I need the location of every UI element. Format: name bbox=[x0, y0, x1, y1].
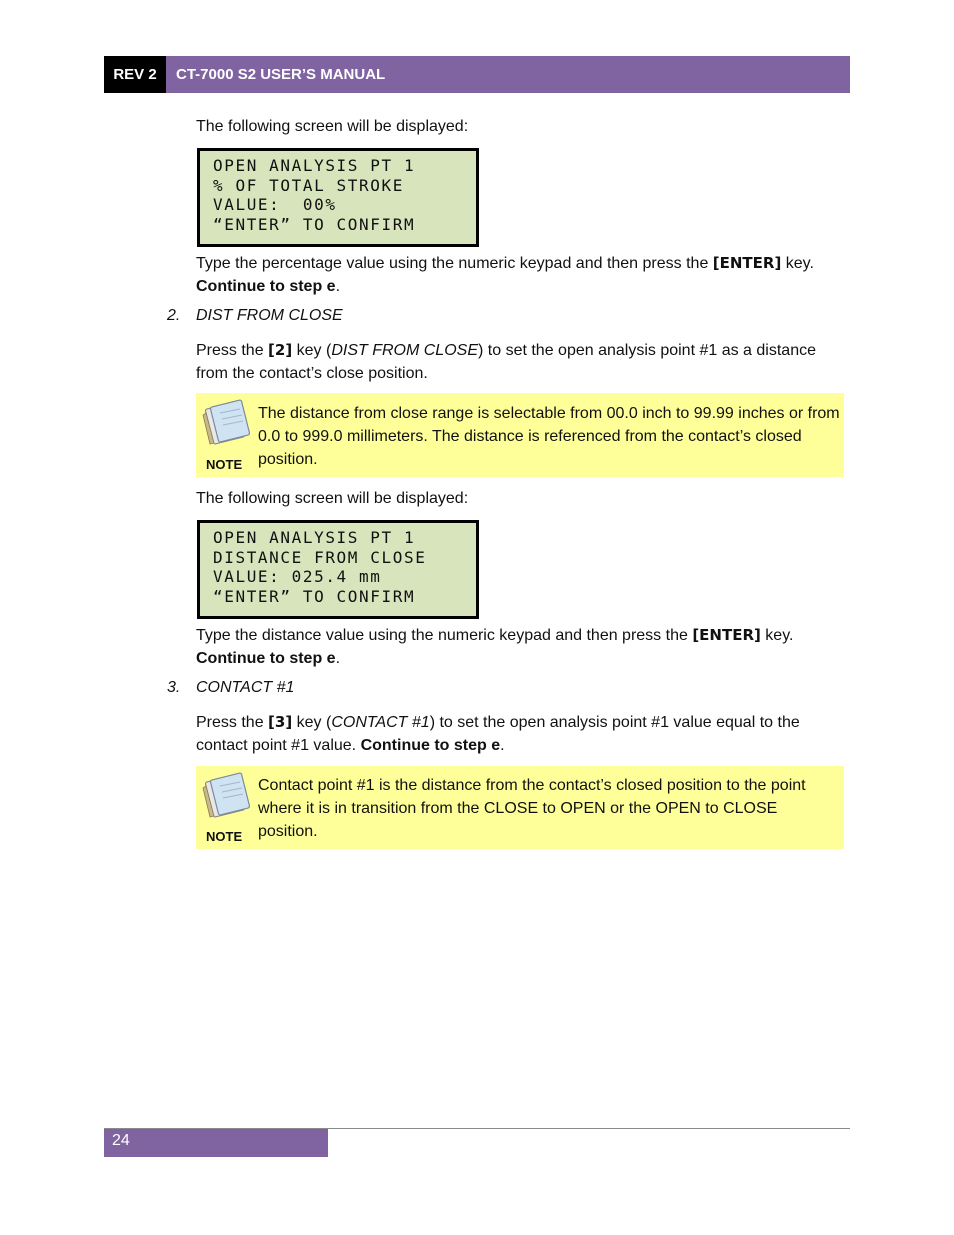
header-bar bbox=[104, 56, 850, 93]
text: key ( bbox=[292, 342, 332, 359]
lcd-line: DISTANCE FROM CLOSE bbox=[213, 547, 427, 567]
lcd-line: OPEN ANALYSIS PT 1 bbox=[213, 528, 416, 547]
text: ) to set the open analysis point #1 value equal to the contact point #1 value. bbox=[196, 714, 800, 754]
lcd-line: % OF TOTAL STROKE bbox=[213, 175, 404, 195]
note-label: NOTE bbox=[206, 457, 243, 472]
page-number: 24 bbox=[104, 1129, 328, 1157]
key-3-label: [3] bbox=[268, 713, 293, 731]
text: Press the bbox=[196, 714, 269, 731]
list-title-dist-from-close: DIST FROM CLOSE bbox=[196, 307, 343, 324]
enter-key-label: [ENTER] bbox=[712, 254, 782, 272]
text: key. bbox=[760, 627, 794, 644]
lcd-screen-2 bbox=[197, 520, 479, 619]
text: key. bbox=[781, 255, 814, 272]
text: key ( bbox=[292, 714, 332, 731]
lcd-line: VALUE: 025.4 mm bbox=[213, 567, 382, 586]
lcd-line: OPEN ANALYSIS PT 1 bbox=[213, 156, 416, 175]
intro-text-2: The following screen will be displayed: bbox=[196, 490, 469, 507]
continue-step-text: Continue to step e bbox=[196, 278, 336, 295]
lcd-line: “ENTER” TO CONFIRM bbox=[213, 214, 416, 234]
list-number-3: 3. bbox=[167, 679, 181, 696]
intro-text-1: The following screen will be displayed: bbox=[196, 118, 469, 135]
manual-title: CT-7000 S2 USER’S MANUAL bbox=[176, 66, 386, 83]
instruction-paragraph-1 bbox=[196, 252, 846, 298]
note-text: Contact point #1 is the distance from the contact’s closed position to the point where it is in transition from the CLOSE to OPEN or the OPEN to CLOSE position. bbox=[258, 777, 806, 840]
continue-step-text: Continue to step e bbox=[196, 650, 336, 667]
key-2-label: [2] bbox=[268, 341, 293, 359]
lcd-screen-1 bbox=[197, 148, 479, 247]
notepad-icon bbox=[200, 772, 250, 820]
instruction-paragraph-2 bbox=[196, 339, 846, 385]
text: Type the distance value using the numeric keypad and then press the bbox=[196, 627, 693, 644]
lcd-line: “ENTER” TO CONFIRM bbox=[213, 586, 416, 606]
note-label: NOTE bbox=[206, 829, 243, 844]
notepad-icon bbox=[200, 399, 250, 447]
instruction-paragraph-3 bbox=[196, 624, 846, 670]
italic-text: CONTACT #1 bbox=[331, 714, 430, 731]
list-title-contact-1: CONTACT #1 bbox=[196, 679, 295, 696]
list-number-2: 2. bbox=[167, 307, 181, 324]
text: . bbox=[335, 650, 341, 667]
text: ) to set the open analysis point #1 as a distance from the contact’s close position. bbox=[196, 342, 816, 382]
continue-step-text: Continue to step e bbox=[360, 737, 501, 754]
enter-key-label: [ENTER] bbox=[692, 626, 761, 644]
revision-label: REV 2 bbox=[104, 56, 166, 93]
note-box-2 bbox=[196, 766, 844, 849]
lcd-line: VALUE: 00% bbox=[213, 195, 337, 214]
text: . bbox=[500, 737, 505, 754]
text: Press the bbox=[196, 342, 269, 359]
instruction-paragraph-4 bbox=[196, 711, 846, 757]
italic-text: DIST FROM CLOSE bbox=[331, 342, 478, 359]
note-box-1 bbox=[196, 393, 844, 477]
text: . bbox=[335, 278, 341, 295]
note-text: The distance from close range is selectable from 00.0 inch to 99.99 inches or from 0.0 to 999.0 millimeters. The distance is referenced from the contact’s closed position. bbox=[258, 405, 840, 468]
text: Type the percentage value using the numeric keypad and then press the bbox=[196, 255, 713, 272]
